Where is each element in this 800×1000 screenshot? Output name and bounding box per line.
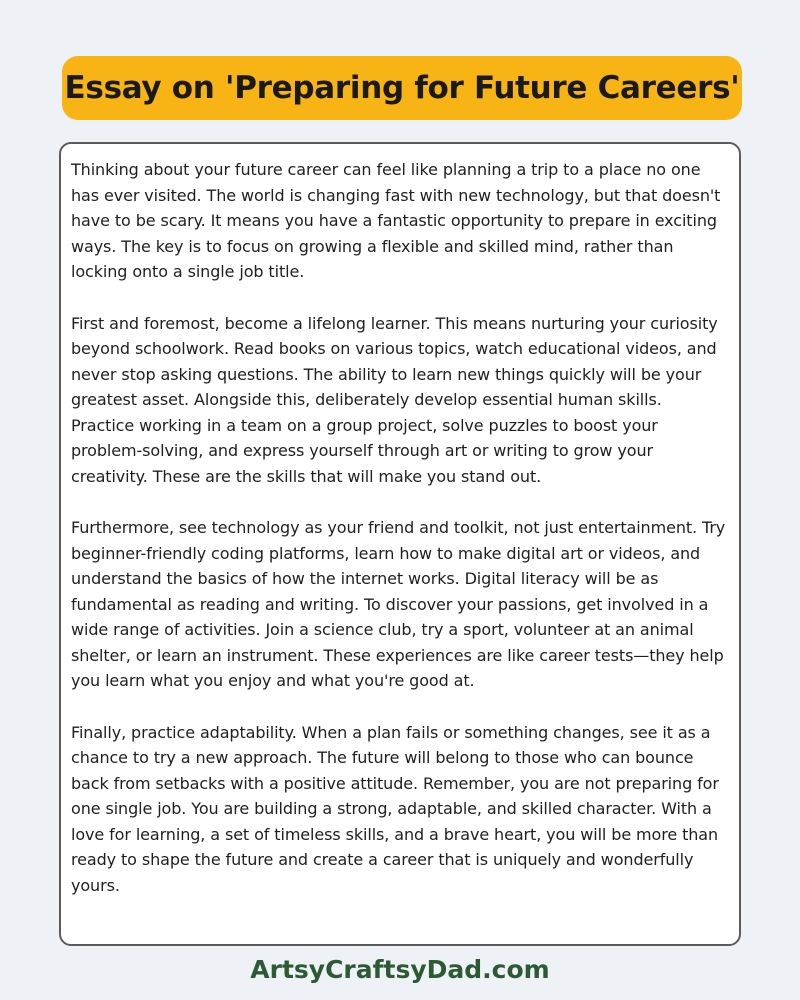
essay-paragraph-1: Thinking about your future career can feel like planning a trip to a place no one has ever visited. The world is changing fast with new technology, but that doesn't have to be scary. It means you have a fantastic opportunity to prepare in exciting ways. The key is to focus on growing a flexible and skilled mind, rather than locking onto a single job title. bbox=[71, 160, 721, 281]
footer-brand: ArtsyCraftsyDad.com bbox=[250, 955, 550, 984]
essay-paragraph-4: Finally, practice adaptability. When a plan fails or something changes, see it as a chance to try a new approach. The future will belong to those who can bounce back from setbacks with a positive attitude. Remember, you are not preparing for one single job. You are building a strong, adaptable, and skilled character. With a love for learning, a set of timeless skills, and a brave heart, you will be more than ready to shape the future and create a career that is uniquely and wonderfully yours. bbox=[71, 722, 719, 895]
essay-paragraph-3: Furthermore, see technology as your friend and toolkit, not just entertainment. Try beginner-friendly coding platforms, learn how to make digital art or videos, and understand the basics of how the internet works. Digital literacy will be as fundamental as reading and writing. To discover your passions, get involved in a wide range of activities. Join a science club, try a sport, volunteer at an animal shelter, or learn an instrument. These experiences are like career tests—they help you learn what you enjoy and what you're good at. bbox=[71, 518, 726, 690]
essay-paragraph-2: First and foremost, become a lifelong learner. This means nurturing your curiosity beyond schoolwork. Read books on various topics, watch educational videos, and never stop asking questions. The ability to learn new things quickly will be your greatest asset. Alongside this, deliberately develop essential human skills. Practice working in a team on a group project, solve puzzles to boost your problem-solving, and express yourself through art or writing to grow your creativity. These are the skills that will make you stand out. bbox=[71, 313, 718, 486]
page-title: Essay on 'Preparing for Future Careers' bbox=[64, 70, 740, 106]
title-banner bbox=[62, 56, 742, 120]
essay-card bbox=[59, 142, 741, 946]
